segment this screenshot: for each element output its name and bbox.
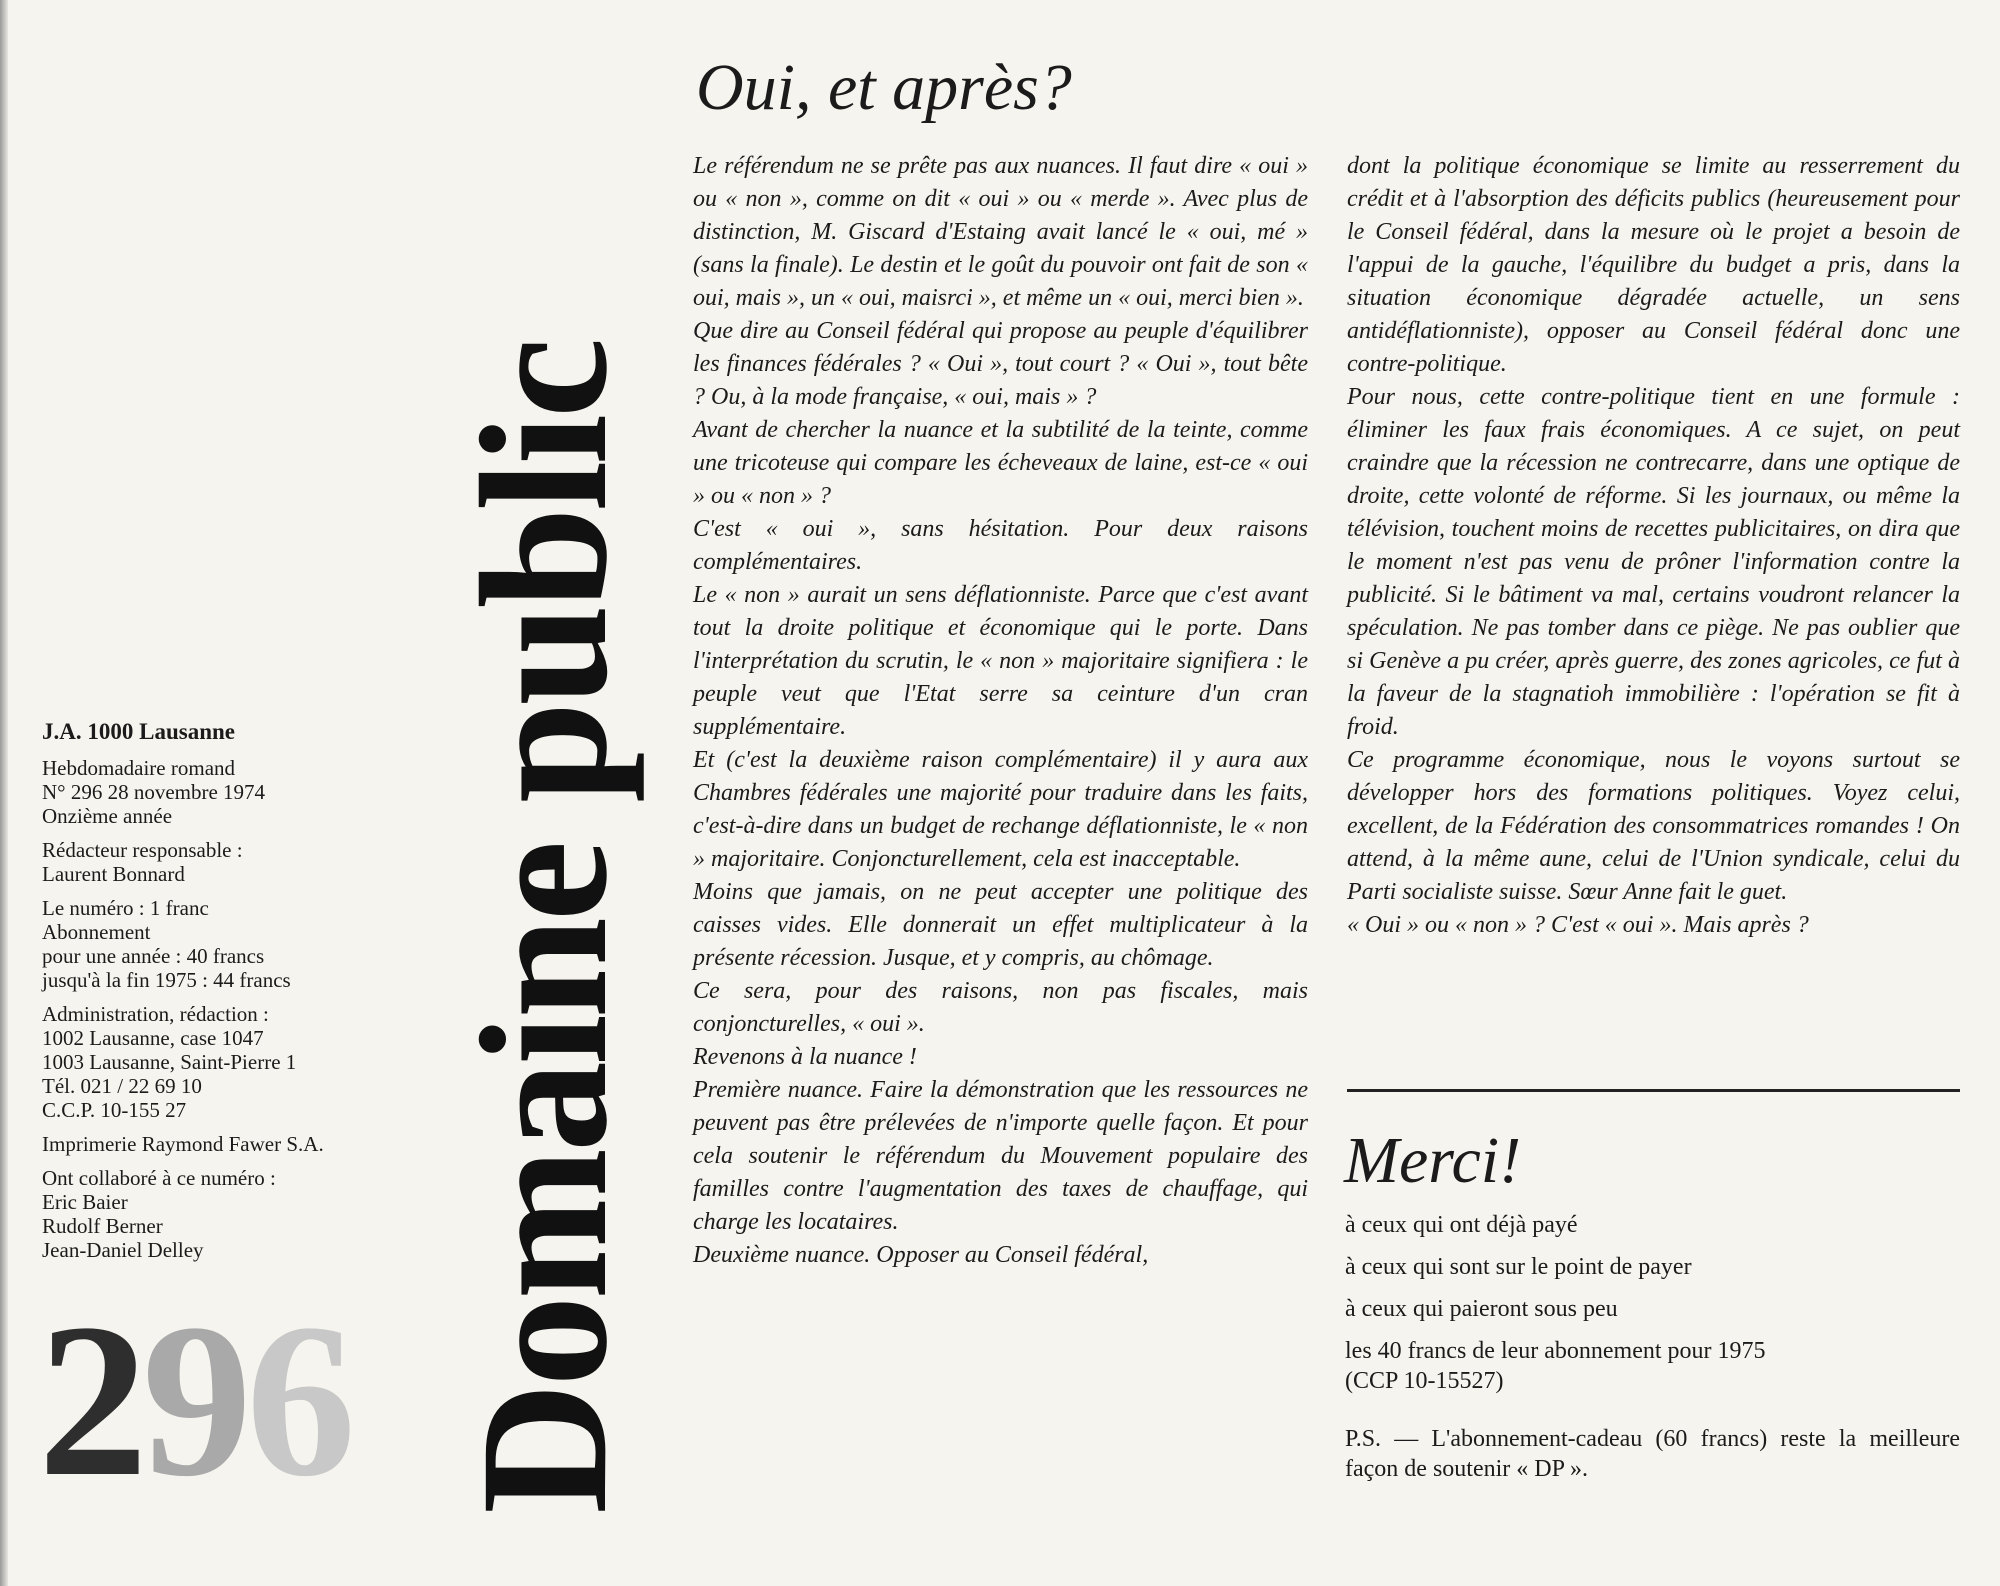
price-until-1975: jusqu'à la fin 1975 : 44 francs — [42, 968, 291, 992]
issue-number — [38, 1278, 350, 1522]
scan-edge — [0, 0, 8, 1586]
postal-account: C.C.P. 10-155 27 — [42, 1098, 187, 1122]
contributor: Rudolf Berner — [42, 1214, 163, 1238]
price-single: Le numéro : 1 franc — [42, 896, 209, 920]
paragraph: Le référendum ne se prête pas aux nuances. Il faut dire « oui » ou « non », comme on dit « oui » ou « merde ». Avec plus de distinction, M. Giscard d'Estaing avait lancé le « oui, mé » (sans la finale). Le destin et le goût du pouvoir ont fait de son « oui, mais », un « oui, maisrci », et même un « oui, merci bien ». — [693, 153, 1308, 311]
contributors-label: Ont collaboré à ce numéro : — [42, 1166, 276, 1190]
issue-digit: 6 — [246, 1278, 350, 1522]
merci-title: Merci! — [1344, 1124, 1522, 1197]
address-line-2: 1003 Lausanne, Saint-Pierre 1 — [42, 1050, 297, 1074]
volume-year: Onzième année — [42, 804, 173, 828]
issue-digit: 9 — [142, 1278, 246, 1522]
paragraph: « Oui » ou « non » ? C'est « oui ». Mais après ? — [1347, 912, 1809, 938]
thanks-line: à ceux qui paieront sous peu — [1345, 1296, 1618, 1322]
contributor: Eric Baier — [42, 1190, 128, 1214]
colophon-block-printer — [42, 1132, 422, 1156]
phone: Tél. 021 / 22 69 10 — [42, 1074, 202, 1098]
paragraph: C'est « oui », sans hésitation. Pour deux raisons complémentaires. — [693, 516, 1308, 575]
thanks-line: à ceux qui ont déjà payé — [1345, 1212, 1578, 1238]
colophon-block-address — [42, 1002, 422, 1122]
merci-notice — [1345, 1210, 1960, 1496]
contributor: Jean-Daniel Delley — [42, 1238, 204, 1262]
issue-date: N° 296 28 novembre 1974 — [42, 780, 266, 804]
paragraph: Deuxième nuance. Opposer au Conseil fédéral, — [693, 1242, 1149, 1268]
paragraph: dont la politique économique se limite au resserrement du crédit et à l'absorption des déficits publics (heureusement pour le Conseil fédéral, dans la mesure où le projet a besoin de l'appui de la gauche, l'équilibre du budget a pris, dans la situation économique dégradée actuelle, un sens antidéflationniste), opposer au Conseil fédéral donc une contre-politique. — [1347, 153, 1960, 377]
thanks-line: à ceux qui sont sur le point de payer — [1345, 1254, 1692, 1280]
article-title: Oui, et après? — [696, 51, 1072, 124]
paragraph: Ce programme économique, nous le voyons surtout se développer hors des formations politiques. Voyez celui, excellent, de la Fédération des consommatrices romandes ! On attend, à la même aune, celui de l'Union syndicale, celui du Parti socialiste suisse. Sœur Anne fait le guet. — [1347, 747, 1960, 905]
paragraph: Le « non » aurait un sens déflationniste. Parce que c'est avant tout la droite politique et économique qui le porte. Dans l'interprétation du scrutin, le « non » majoritaire signifiera : le peuple veut que l'Etat serre sa ceinture d'un cran supplémentaire. — [693, 582, 1308, 740]
colophon-block-contributors — [42, 1166, 422, 1262]
editor-name: Laurent Bonnard — [42, 862, 185, 886]
paragraph: Pour nous, cette contre-politique tient en une formule : éliminer les faux frais économiques. A ce sujet, on peut craindre que la récession ne contrecarre, dans une optique de droite, cette volonté de réforme. Si les journaux, ou même la télévision, touchent moins de recettes publicitaires, on dira que le moment n'est pas venu de prôner l'information contre la publicité. Si le bâtiment va mal, certains voudront relancer la spéculation. Ne pas tomber dans ce piège. Ne pas oublier que si Genève a pu créer, après guerre, des zones agricoles, ce fut à la faveur de la stagnatioh immobilière : l'opération se fit à froid. — [1347, 384, 1960, 740]
paragraph: Que dire au Conseil fédéral qui propose au peuple d'équilibrer les finances fédérales ? « Oui », tout court ? « Oui », tout bête ? Ou, à la mode française, « oui, mais » ? — [693, 318, 1308, 410]
subscription-fee — [1345, 1336, 1960, 1396]
postscript: P.S. — L'abonnement-cadeau (60 francs) reste la meilleure façon de soutenir « DP ». — [1345, 1426, 1960, 1482]
editor-label: Rédacteur responsable : — [42, 838, 243, 862]
paragraph: Avant de chercher la nuance et la subtilité de la teinte, comme une tricoteuse qui compare les écheveaux de laine, est-ce « oui » ou « non » ? — [693, 417, 1308, 509]
colophon-block-editor — [42, 838, 422, 886]
article-column-2 — [1347, 150, 1960, 942]
colophon-block-publication — [42, 756, 422, 828]
paragraph: Et (c'est la deuxième raison complémentaire) il y aura aux Chambres fédérales une majorité pour traduire dans les faits, c'est-à-dire dans un budget de rechange déflationniste, le « non » majoritaire. Conjoncturellement, cela est inacceptable. — [693, 747, 1308, 872]
price-year: pour une année : 40 francs — [42, 944, 265, 968]
masthead: Domaine public — [444, 341, 645, 1514]
section-divider — [1347, 1089, 1960, 1092]
paragraph: Première nuance. Faire la démonstration que les ressources ne peuvent pas être prélevées de n'importe quelle façon. Et pour cela soutenir le référendum du Mouvement populaire des familles contre l'augmentation des taxes de chauffage, qui charge les locataires. — [693, 1077, 1308, 1235]
address-label: Administration, rédaction : — [42, 1002, 269, 1026]
paragraph: Moins que jamais, on ne peut accepter une politique des caisses vides. Elle donnerait un effet multiplicateur à la présente récession. Jusque, et y compris, au chômage. — [693, 879, 1308, 971]
issue-digit: 2 — [38, 1278, 142, 1522]
subscription-label: Abonnement — [42, 920, 151, 944]
colophon-block-pricing — [42, 896, 422, 992]
publication-type: Hebdomadaire romand — [42, 756, 236, 780]
fee-text: les 40 francs de leur abonnement pour 1975 — [1345, 1338, 1766, 1364]
article-column-1 — [693, 150, 1308, 1272]
paragraph: Ce sera, pour des raisons, non pas fiscales, mais conjoncturelles, « oui ». — [693, 978, 1308, 1037]
fee-account: (CCP 10-15527) — [1345, 1368, 1504, 1394]
address-line-1: 1002 Lausanne, case 1047 — [42, 1026, 264, 1050]
printer: Imprimerie Raymond Fawer S.A. — [42, 1132, 324, 1156]
mailing-code: J.A. 1000 Lausanne — [42, 719, 235, 744]
paragraph: Revenons à la nuance ! — [693, 1044, 917, 1070]
colophon — [42, 720, 422, 1272]
